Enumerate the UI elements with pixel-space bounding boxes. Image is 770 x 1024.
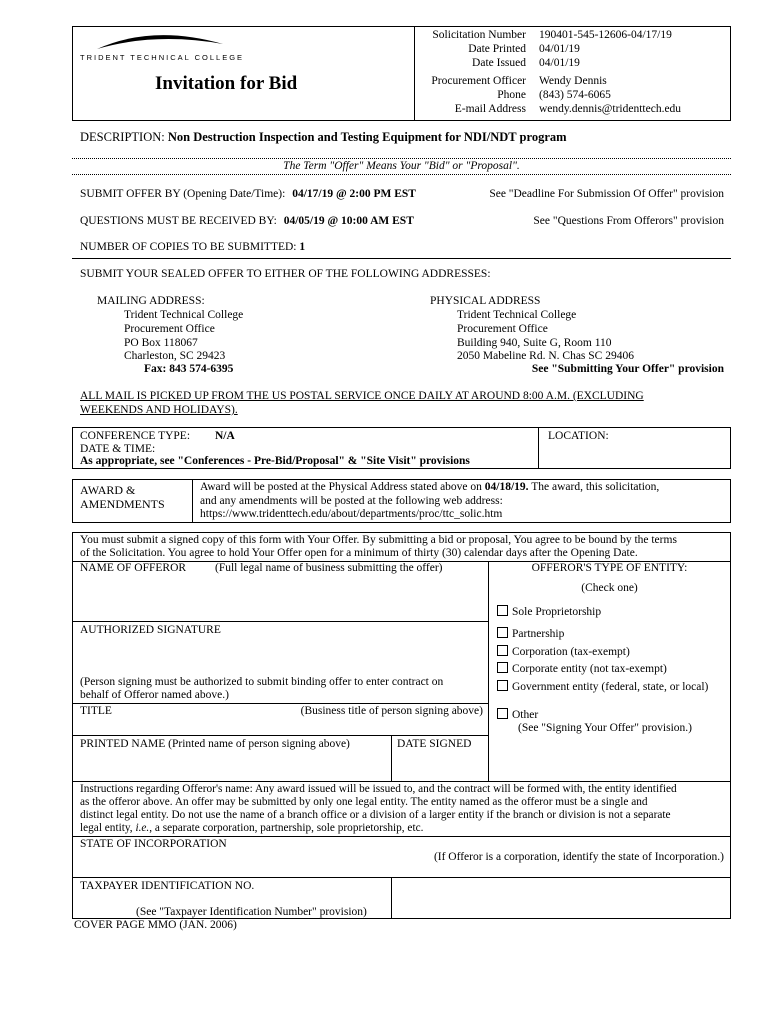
award-text-1 [200, 481, 659, 493]
award-text-1a: Award will be posted at the Physical Address stated above on [200, 481, 482, 493]
physical-address-label: PHYSICAL ADDRESS [430, 295, 541, 307]
conference-location-label: LOCATION: [548, 430, 609, 442]
offer-note: The Term "Offer" Means Your "Bid" or "Proposal". [283, 160, 520, 172]
state-field[interactable] [74, 851, 404, 875]
mailing-address-label: MAILING ADDRESS: [97, 295, 205, 307]
instructions-line-4 [80, 822, 423, 834]
solicitation-number-value: 190401-545-12606-04/17/19 [539, 29, 672, 41]
entity-option-label: Corporation (tax-exempt) [512, 646, 630, 658]
entity-option-label: Corporate entity (not tax-exempt) [512, 663, 667, 675]
checkbox-icon[interactable] [497, 708, 508, 719]
email-label: E-mail Address [454, 103, 526, 115]
entity-option-label: Other [512, 709, 539, 721]
state-hint: (If Offeror is a corporation, identify the state of Incorporation.) [433, 851, 724, 863]
entity-option-partnership[interactable] [497, 627, 564, 640]
award-label-1: AWARD & [80, 483, 136, 497]
sealed-offer-text: SUBMIT YOUR SEALED OFFER TO EITHER OF THE FOLLOWING ADDRESSES: [80, 268, 491, 280]
checkbox-icon[interactable] [497, 605, 508, 616]
entity-option-government[interactable] [497, 680, 708, 693]
date-signed-field[interactable] [393, 752, 486, 779]
entity-divider [488, 561, 489, 781]
conference-type-label: CONFERENCE TYPE: [80, 430, 191, 442]
entity-option-sole[interactable] [497, 605, 601, 618]
conference-note: As appropriate, see "Conferences - Pre-Bid/Proposal" & "Site Visit" provisions [80, 455, 470, 467]
entity-other-note: (See "Signing Your Offer" provision.) [518, 722, 693, 734]
signature-label: AUTHORIZED SIGNATURE [80, 624, 221, 636]
signed-copy-line-1: You must submit a signed copy of this form with Your Offer. By submitting a bid or proposal, You agree to be bound by the terms [80, 534, 677, 546]
award-label-2: AMENDMENTS [80, 497, 165, 511]
form-title: Invitation for Bid [155, 73, 298, 94]
procurement-officer-value: Wendy Dennis [539, 75, 607, 87]
conference-divider [538, 427, 539, 469]
offeror-name-hint: (Full legal name of business submitting the offer) [215, 562, 443, 574]
date-issued-value: 04/01/19 [539, 57, 580, 69]
footer-code: COVER PAGE MMO (JAN. 2006) [74, 919, 237, 931]
mailing-fax: Fax: 843 574-6395 [144, 363, 234, 375]
mailing-line-2: Procurement Office [124, 323, 215, 335]
award-divider [192, 479, 193, 523]
mailing-line-4: Charleston, SC 29423 [124, 350, 226, 362]
date-signed-divider [391, 735, 392, 781]
description-line [80, 130, 567, 145]
taxpayer-divider [391, 877, 392, 919]
offeror-name-divider [72, 621, 488, 622]
submit-offer-value: 04/17/19 @ 2:00 PM EST [292, 188, 416, 200]
questions-value: 04/05/19 @ 10:00 AM EST [283, 215, 414, 227]
date-printed-value: 04/01/19 [539, 43, 580, 55]
state-divider [72, 877, 731, 878]
questions-ref: See "Questions From Offerors" provision [533, 215, 724, 227]
checkbox-icon[interactable] [497, 645, 508, 656]
solicitation-number-label: Solicitation Number [432, 29, 526, 41]
physical-line-1: Trident Technical College [457, 309, 577, 321]
questions-line [80, 215, 414, 227]
phone-value: (843) 574-6065 [539, 89, 611, 101]
instructions-line-1: Instructions regarding Offeror's name: Any award issued will be issued to, and the contract will be formed with, the entity identified [80, 783, 677, 795]
submit-offer-ref: See "Deadline For Submission Of Offer" provision [489, 188, 724, 200]
submit-offer-label: SUBMIT OFFER BY (Opening Date/Time): [80, 188, 286, 200]
entity-check-one: (Check one) [581, 582, 638, 594]
mail-notice-line-1: ALL MAIL IS PICKED UP FROM THE US POSTAL SERVICE ONCE DAILY AT AROUND 8:00 A.M. (EXCLUDING [80, 390, 644, 402]
description-value: Non Destruction Inspection and Testing Equipment for NDI/NDT program [167, 130, 567, 144]
mailing-line-1: Trident Technical College [124, 309, 244, 321]
checkbox-icon[interactable] [497, 680, 508, 691]
taxpayer-label: TAXPAYER IDENTIFICATION NO. [80, 880, 255, 892]
questions-label: QUESTIONS MUST BE RECEIVED BY: [80, 215, 277, 227]
award-text-1c: The award, this solicitation, [531, 481, 660, 493]
conference-datetime-label: DATE & TIME: [80, 443, 156, 455]
copies-divider [72, 258, 731, 259]
printed-name-field[interactable] [74, 752, 389, 779]
date-signed-label: DATE SIGNED [397, 738, 472, 750]
entity-option-other[interactable] [497, 708, 538, 721]
offeror-name-label: NAME OF OFFEROR [80, 562, 187, 574]
entity-title: OFFEROR'S TYPE OF ENTITY: [531, 562, 688, 574]
signature-hint-1: (Person signing must be authorized to submit binding offer to enter contract on [80, 676, 444, 688]
signature-divider [72, 703, 488, 704]
copies-line [80, 241, 305, 253]
instructions-ie: i.e. [135, 822, 150, 834]
physical-line-2: Procurement Office [457, 323, 548, 335]
offer-note-divider [72, 174, 731, 175]
entity-option-label: Partnership [512, 628, 565, 640]
taxpayer-field[interactable] [393, 879, 729, 917]
entity-option-corp-entity[interactable] [497, 662, 667, 675]
logo-text: TRIDENT TECHNICAL COLLEGE [80, 53, 245, 62]
mailing-line-3: PO Box 118067 [124, 337, 198, 349]
checkbox-icon[interactable] [497, 662, 508, 673]
signature-field[interactable] [74, 638, 486, 674]
instructions-line-2: as the offeror above. An offer may be submitted by only one legal entity. The entity named as the offeror must be a single and [80, 796, 648, 808]
description-label: DESCRIPTION: [80, 130, 165, 144]
submit-offer-line [80, 188, 416, 200]
entity-option-label: Government entity (federal, state, or local) [512, 681, 709, 693]
award-date: 04/18/19. [484, 481, 529, 493]
award-text-2: and any amendments will be posted at the following web address: [200, 495, 503, 507]
description-divider [72, 158, 731, 159]
copies-value: 1 [299, 241, 306, 253]
title-field[interactable] [74, 719, 486, 734]
title-label: TITLE [80, 705, 112, 717]
date-issued-label: Date Issued [472, 57, 526, 69]
instructions-top-divider [72, 781, 731, 782]
college-logo-icon [93, 30, 233, 52]
signed-copy-line-2: of the Solicitation. You agree to hold Your Offer open for a minimum of thirty (30) calendar days after the Opening Date. [80, 547, 638, 559]
email-value: wendy.dennis@tridenttech.edu [539, 103, 682, 115]
date-printed-label: Date Printed [468, 43, 526, 55]
instructions-bottom-divider [72, 836, 731, 837]
checkbox-icon[interactable] [497, 627, 508, 638]
award-url[interactable]: https://www.tridenttech.edu/about/departments/proc/ttc_solic.htm [200, 508, 503, 520]
instructions-tail: , a separate corporation, partnership, sole proprietorship, etc. [149, 822, 424, 834]
copies-label: NUMBER OF COPIES TO BE SUBMITTED: [80, 241, 297, 253]
state-label: STATE OF INCORPORATION [80, 838, 227, 850]
title-divider [72, 735, 488, 736]
mail-notice-line-2: WEEKENDS AND HOLIDAYS). [80, 404, 238, 416]
procurement-officer-label: Procurement Officer [431, 75, 526, 87]
conference-type-value: N/A [215, 430, 235, 442]
physical-line-4: 2050 Mabeline Rd. N. Chas SC 29406 [457, 350, 634, 362]
signature-hint-2: behalf of Offeror named above.) [80, 689, 229, 701]
physical-ref: See "Submitting Your Offer" provision [531, 363, 724, 375]
instructions-line-3: distinct legal entity. Do not use the name of a branch office or a division of a larger entity if the branch or division is not a separate [80, 809, 671, 821]
title-hint: (Business title of person signing above) [300, 705, 483, 717]
entity-option-label: Sole Proprietorship [512, 606, 602, 618]
offeror-name-field[interactable] [74, 576, 486, 620]
instructions-line-4-start: legal entity, [80, 822, 133, 834]
physical-line-3: Building 940, Suite G, Room 110 [457, 337, 612, 349]
printed-name-label: PRINTED NAME (Printed name of person signing above) [80, 738, 350, 750]
taxpayer-hint: (See "Taxpayer Identification Number" provision) [136, 906, 367, 918]
entity-option-corp-exempt[interactable] [497, 645, 630, 658]
phone-label: Phone [497, 89, 526, 101]
